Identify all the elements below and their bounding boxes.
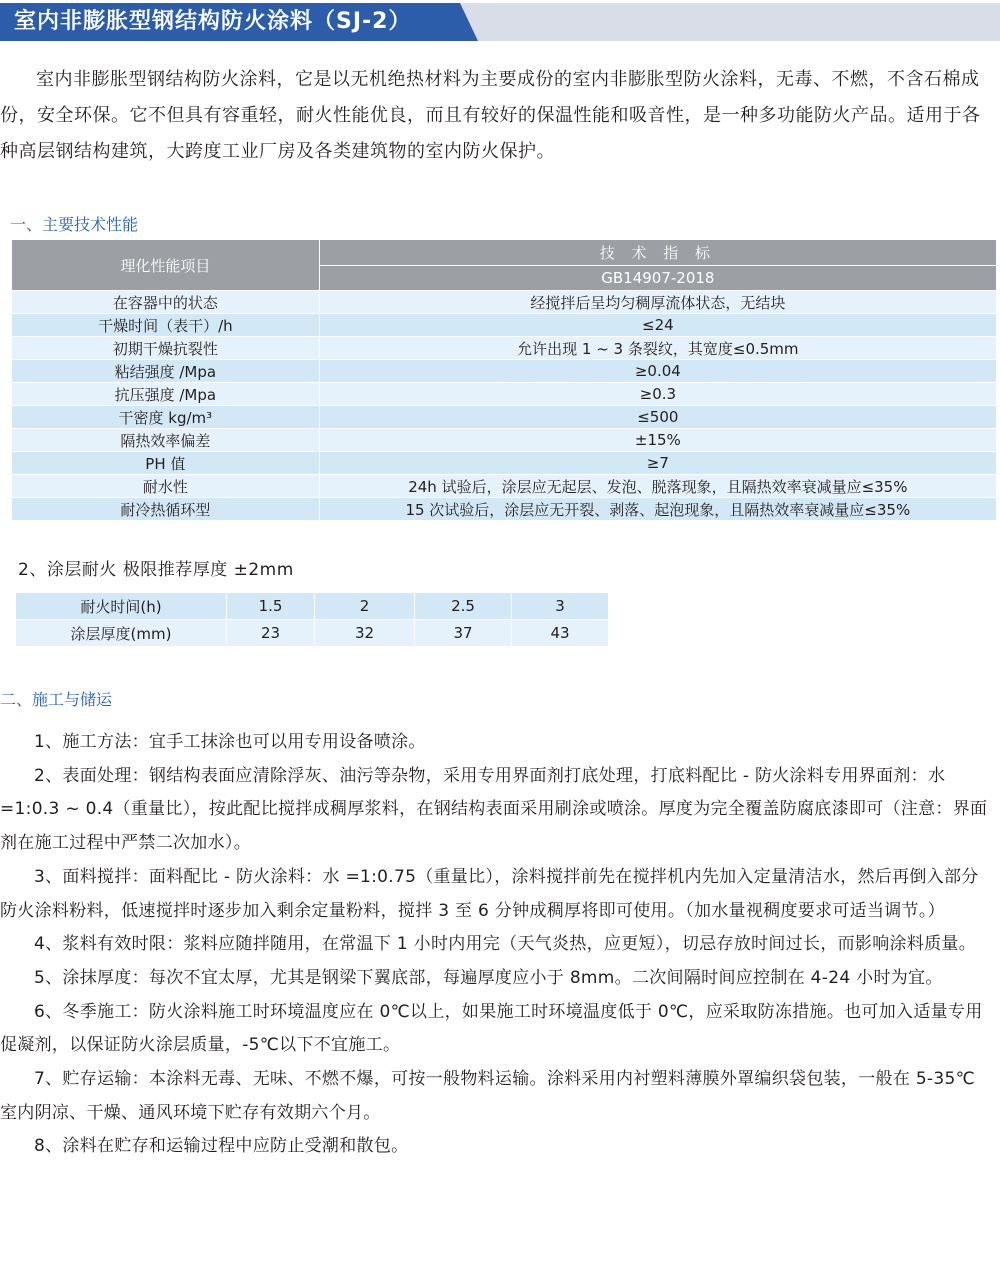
spec-value: ≤500 (319, 406, 996, 429)
spec-header-standard: GB14907-2018 (319, 266, 996, 291)
table-row (12, 314, 997, 337)
title-bar (0, 0, 1000, 46)
spec-item: 耐冷热循环型 (12, 498, 320, 521)
spec-item: 抗压强度 /Mpa (12, 383, 320, 406)
spec-table (11, 239, 997, 521)
table-row (12, 475, 997, 498)
thickness-cell: 43 (512, 620, 609, 647)
paragraph: 7、贮存运输：本涂料无毒、无味、不燃不爆，可按一般物料运输。涂料采用内衬塑料薄膜外罩编织袋包装，一般在 5-35℃室内阴凉、干燥、通风环境下贮存有效期六个月。 (0, 1069, 975, 1123)
fire-thickness-table (15, 592, 609, 647)
spec-value: 15 次试验后，涂层应无开裂、剥落、起泡现象，且隔热效率衰减量应≤35% (319, 498, 996, 521)
spec-item: 耐水性 (12, 475, 320, 498)
paragraph: 6、冬季施工：防火涂料施工时环境温度应在 0℃以上，如果施工时环境温度低于 0℃，应采取防冻措施。也可加入适量专用促凝剂，以保证防火涂层质量，-5℃以下不宜施工。 (0, 1001, 983, 1056)
spec-value: ≥0.04 (319, 360, 996, 383)
table-row (12, 383, 997, 406)
fire-time-label: 耐火时间(h) (16, 593, 227, 620)
paragraph: 1、施工方法：宜手工抹涂也可以用专用设备喷涂。 (34, 732, 426, 752)
fire-thickness-heading: 2、涂层耐火 极限推荐厚度 ±2mm (18, 560, 294, 580)
section-heading-specs: 一、主要技术性能 (10, 215, 139, 234)
spec-value: 允许出现 1 ~ 3 条裂纹，其宽度≤0.5mm (319, 337, 996, 360)
table-row (12, 291, 997, 314)
construction-text (0, 726, 990, 1164)
spec-item: 隔热效率偏差 (12, 429, 320, 452)
spec-item: 粘结强度 /Mpa (12, 360, 320, 383)
section-heading-construction: 二、施工与储运 (0, 690, 113, 709)
spec-value: ≥0.3 (319, 383, 996, 406)
thickness-label: 涂层厚度(mm) (16, 620, 227, 647)
paragraph: 8、涂料在贮存和运输过程中应防止受潮和散包。 (34, 1136, 409, 1157)
page-title: 室内非膨胀型钢结构防火涂料（SJ-2） (14, 9, 412, 34)
spec-item: 干燥时间（表干）/h (12, 314, 320, 337)
table-row (12, 360, 997, 383)
fire-time-cell: 2.5 (415, 593, 512, 620)
thickness-cell: 37 (415, 620, 512, 647)
table-row (16, 593, 609, 620)
table-row (16, 620, 609, 647)
spec-value: 24h 试验后，涂层应无起层、发泡、脱落现象，且隔热效率衰减量应≤35% (319, 475, 996, 498)
spec-value: 经搅拌后呈均匀稠厚流体状态，无结块 (319, 291, 996, 314)
table-row (12, 429, 997, 452)
spec-item: 在容器中的状态 (12, 291, 320, 314)
table-row (12, 498, 997, 521)
paragraph: 3、面料搅拌：面料配比 - 防火涂料：水 =1:0.75（重量比），涂料搅拌前先在搅拌机内先加入定量清洁水，然后再倒入部分防火涂料粉料，低速搅拌时逐步加入剩余定量粉料，搅拌 3 至 6 分钟成稠厚将即可使用。（加水量视稠度要求可适当调节。） (0, 866, 979, 921)
spec-value: ≥7 (319, 452, 996, 475)
table-row (12, 406, 997, 429)
spec-item: 干密度 kg/m³ (12, 406, 320, 429)
spec-item: PH 值 (12, 452, 320, 475)
table-row (12, 337, 997, 360)
intro-paragraph: 室内非膨胀型钢结构防火涂料，它是以无机绝热材料为主要成份的室内非膨胀型防火涂料，无毒、不燃，不含石棉成份，安全环保。它不但具有容重轻，耐火性能优良，而且有较好的保温性能和吸音性，是一种多功能防火产品。适用于各种高层钢结构建筑，大跨度工业厂房及各类建筑物的室内防火保护。 (0, 69, 981, 162)
fire-time-cell: 3 (512, 593, 609, 620)
fire-time-cell: 2 (315, 593, 415, 620)
paragraph: 2、表面处理：钢结构表面应清除浮灰、油污等杂物，采用专用界面剂打底处理，打底料配比 - 防火涂料专用界面剂：水 =1:0.3 ~ 0.4（重量比），按此配比搅拌成稠厚浆料，在钢结构表面采用刷涂或喷涂。厚度为完全覆盖防腐底漆即可（注意：界面剂在施工过程中严禁二次加水）。 (0, 765, 988, 854)
spec-value: ≤24 (319, 314, 996, 337)
spec-value: ±15% (319, 429, 996, 452)
thickness-cell: 23 (227, 620, 315, 647)
spec-header-value: 技 术 指 标 (319, 240, 996, 266)
paragraph: 5、涂抹厚度：每次不宜太厚，尤其是钢梁下翼底部，每遍厚度应小于 8mm。二次间隔时间应控制在 4-24 小时为宜。 (34, 967, 943, 988)
paragraph: 4、浆料有效时限：浆料应随拌随用，在常温下 1 小时内用完（天气炎热，应更短），切忌存放时间过长，而影响涂料质量。 (34, 934, 977, 955)
fire-time-cell: 1.5 (227, 593, 315, 620)
spec-item: 初期干燥抗裂性 (12, 337, 320, 360)
table-row (12, 452, 997, 475)
spec-header-item: 理化性能项目 (12, 240, 320, 291)
thickness-cell: 32 (315, 620, 415, 647)
